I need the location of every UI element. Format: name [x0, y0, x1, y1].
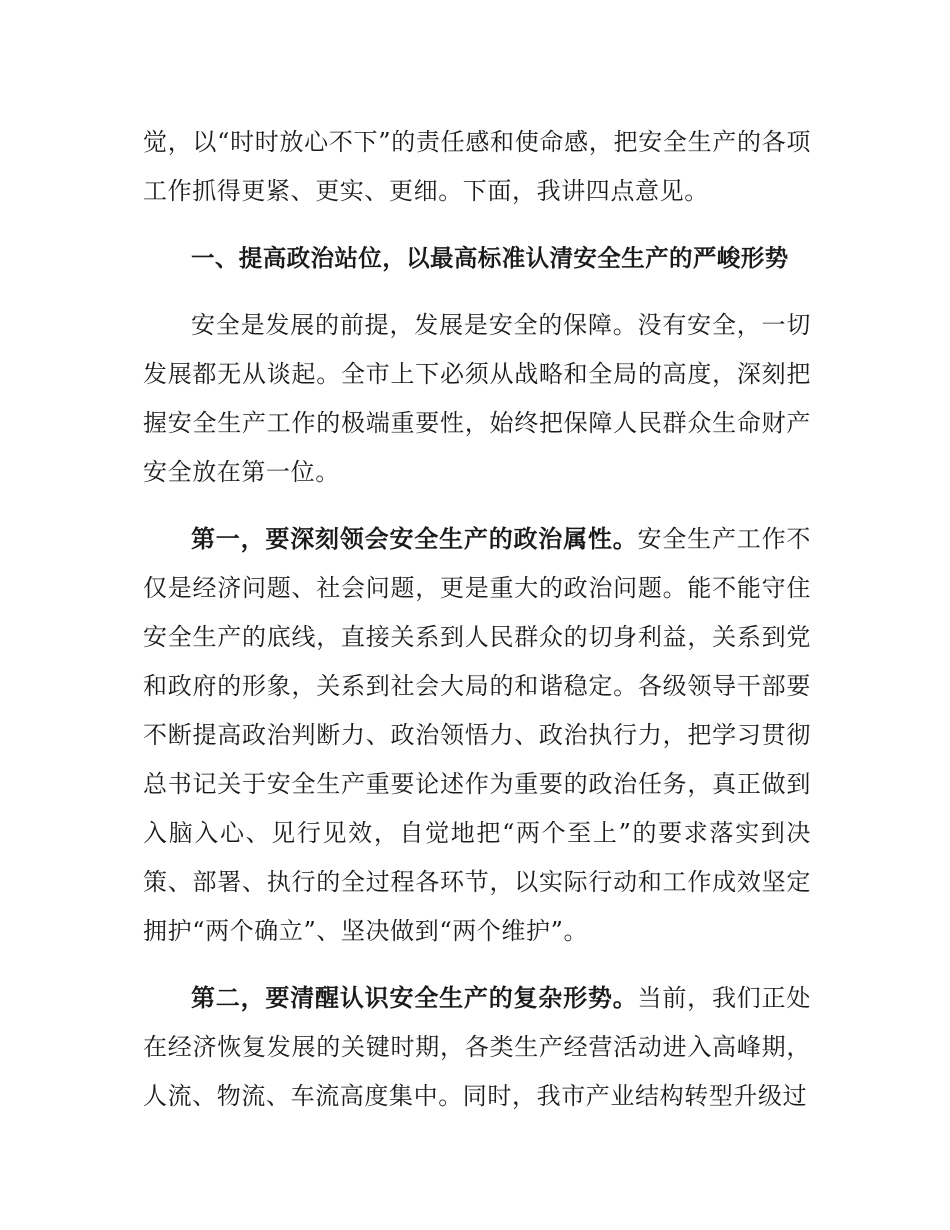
intro-paragraph: 觉，以“时时放心不下”的责任感和使命感，把安全生产的各项工作抓得更紧、更实、更细。下面，我讲四点意见。 [143, 128, 811, 205]
section-heading: 一、提高政治站位，以最高标准认清安全生产的严峻形势 [191, 244, 789, 272]
document-body [143, 118, 811, 1121]
point-one-paragraph [143, 515, 811, 956]
section-intro-paragraph: 安全是发展的前提，发展是安全的保障。没有安全，一切发展都无从谈起。全市上下必须从战略和全局的高度，深刻把握安全生产工作的极端重要性，始终把保障人民群众生命财产安全放在第一位。 [143, 311, 811, 486]
point-one-body: 安全生产工作不仅是经济问题、社会问题，更是重大的政治问题。能不能守住安全生产的底线，直接关系到人民群众的切身利益，关系到党和政府的形象，关系到社会大局的和谐稳定。各级领导干部要不断提高政治判断力、政治领悟力、政治执行力，把学习贯彻总书记关于安全生产重要论述作为重要的政治任务，真正做到入脑入心、见行见效，自觉地把“两个至上”的要求落实到决策、部署、执行的全过程各环节，以实际行动和工作成效坚定拥护“两个确立”、坚决做到“两个维护”。 [143, 525, 811, 945]
point-two-body: 当前，我们正处在经济恢复发展的关键时期，各类生产经营活动进入高峰期，人流、物流、车流高度集中。同时，我市产业结构转型升级过 [143, 984, 811, 1110]
point-one-lead: 第一，要深刻领会安全生产的政治属性。 [191, 525, 638, 553]
point-two-paragraph [143, 974, 811, 1121]
point-two-lead: 第二，要清醒认识安全生产的复杂形势。 [191, 984, 638, 1012]
